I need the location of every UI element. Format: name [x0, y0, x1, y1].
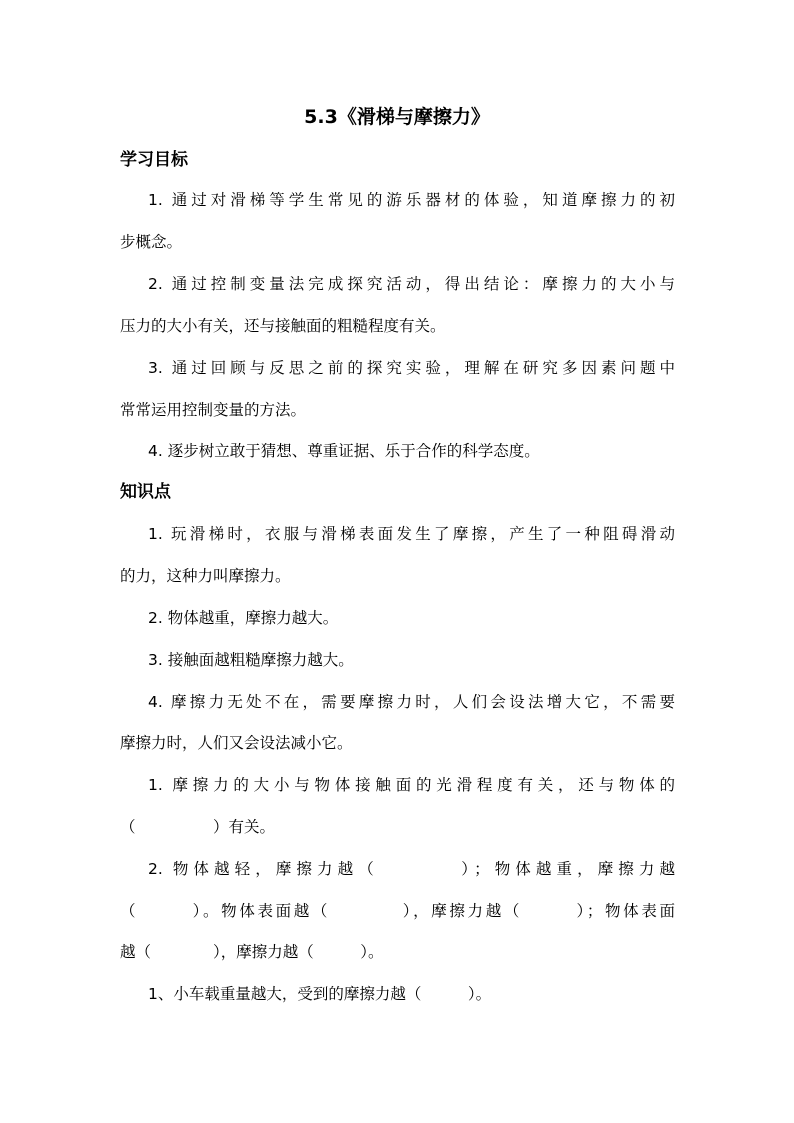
- goal-2-line-2: 压力的大小有关，还与接触面的粗糙程度有关。: [120, 317, 446, 335]
- knowledge-4-line-1: 4. 摩擦力无处不在，需要摩擦力时，人们会设法增大它，不需要: [148, 693, 675, 711]
- goal-4-line: 4. 逐步树立敢于猜想、尊重证据、乐于合作的科学态度。: [148, 442, 540, 460]
- goal-3-line-2: 常常运用控制变量的方法。: [120, 401, 307, 419]
- knowledge-3-line: 3. 接触面越粗糙摩擦力越大。: [148, 651, 354, 669]
- knowledge-2-line: 2. 物体越重，摩擦力越大。: [148, 609, 339, 627]
- question-3-line: 1、小车载重量越大，受到的摩擦力越（ ）。: [148, 985, 492, 1003]
- goal-1-line-2: 步概念。: [120, 233, 183, 251]
- question-1-line-1: 1. 摩擦力的大小与物体接触面的光滑程度有关，还与物体的: [148, 776, 675, 794]
- knowledge-1-line-2: 的力，这种力叫摩擦力。: [120, 567, 291, 585]
- goals-heading: 学习目标: [120, 150, 188, 170]
- goal-1-line-1: 1. 通过对滑梯等学生常见的游乐器材的体验，知道摩擦力的初: [148, 191, 675, 209]
- knowledge-heading: 知识点: [120, 482, 171, 502]
- knowledge-1-line-1: 1. 玩滑梯时，衣服与滑梯表面发生了摩擦，产生了一种阻碍滑动: [148, 525, 675, 543]
- page-title: 5.3《滑梯与摩擦力》: [304, 106, 490, 128]
- goal-2-line-1: 2. 通过控制变量法完成探究活动，得出结论：摩擦力的大小与: [148, 275, 675, 293]
- question-1-line-2: （ ）有关。: [120, 818, 276, 836]
- question-2-line-2: （ ）。物体表面越（ ），摩擦力越（ ）；物体表面: [120, 902, 675, 920]
- question-2-line-1: 2. 物体越轻，摩擦力越（ ）；物体越重，摩擦力越: [148, 860, 675, 878]
- question-2-line-3: 越（ ），摩擦力越（ ）。: [120, 943, 384, 961]
- goal-3-line-1: 3. 通过回顾与反思之前的探究实验，理解在研究多因素问题中: [148, 359, 675, 377]
- knowledge-4-line-2: 摩擦力时，人们又会设法减小它。: [120, 734, 353, 752]
